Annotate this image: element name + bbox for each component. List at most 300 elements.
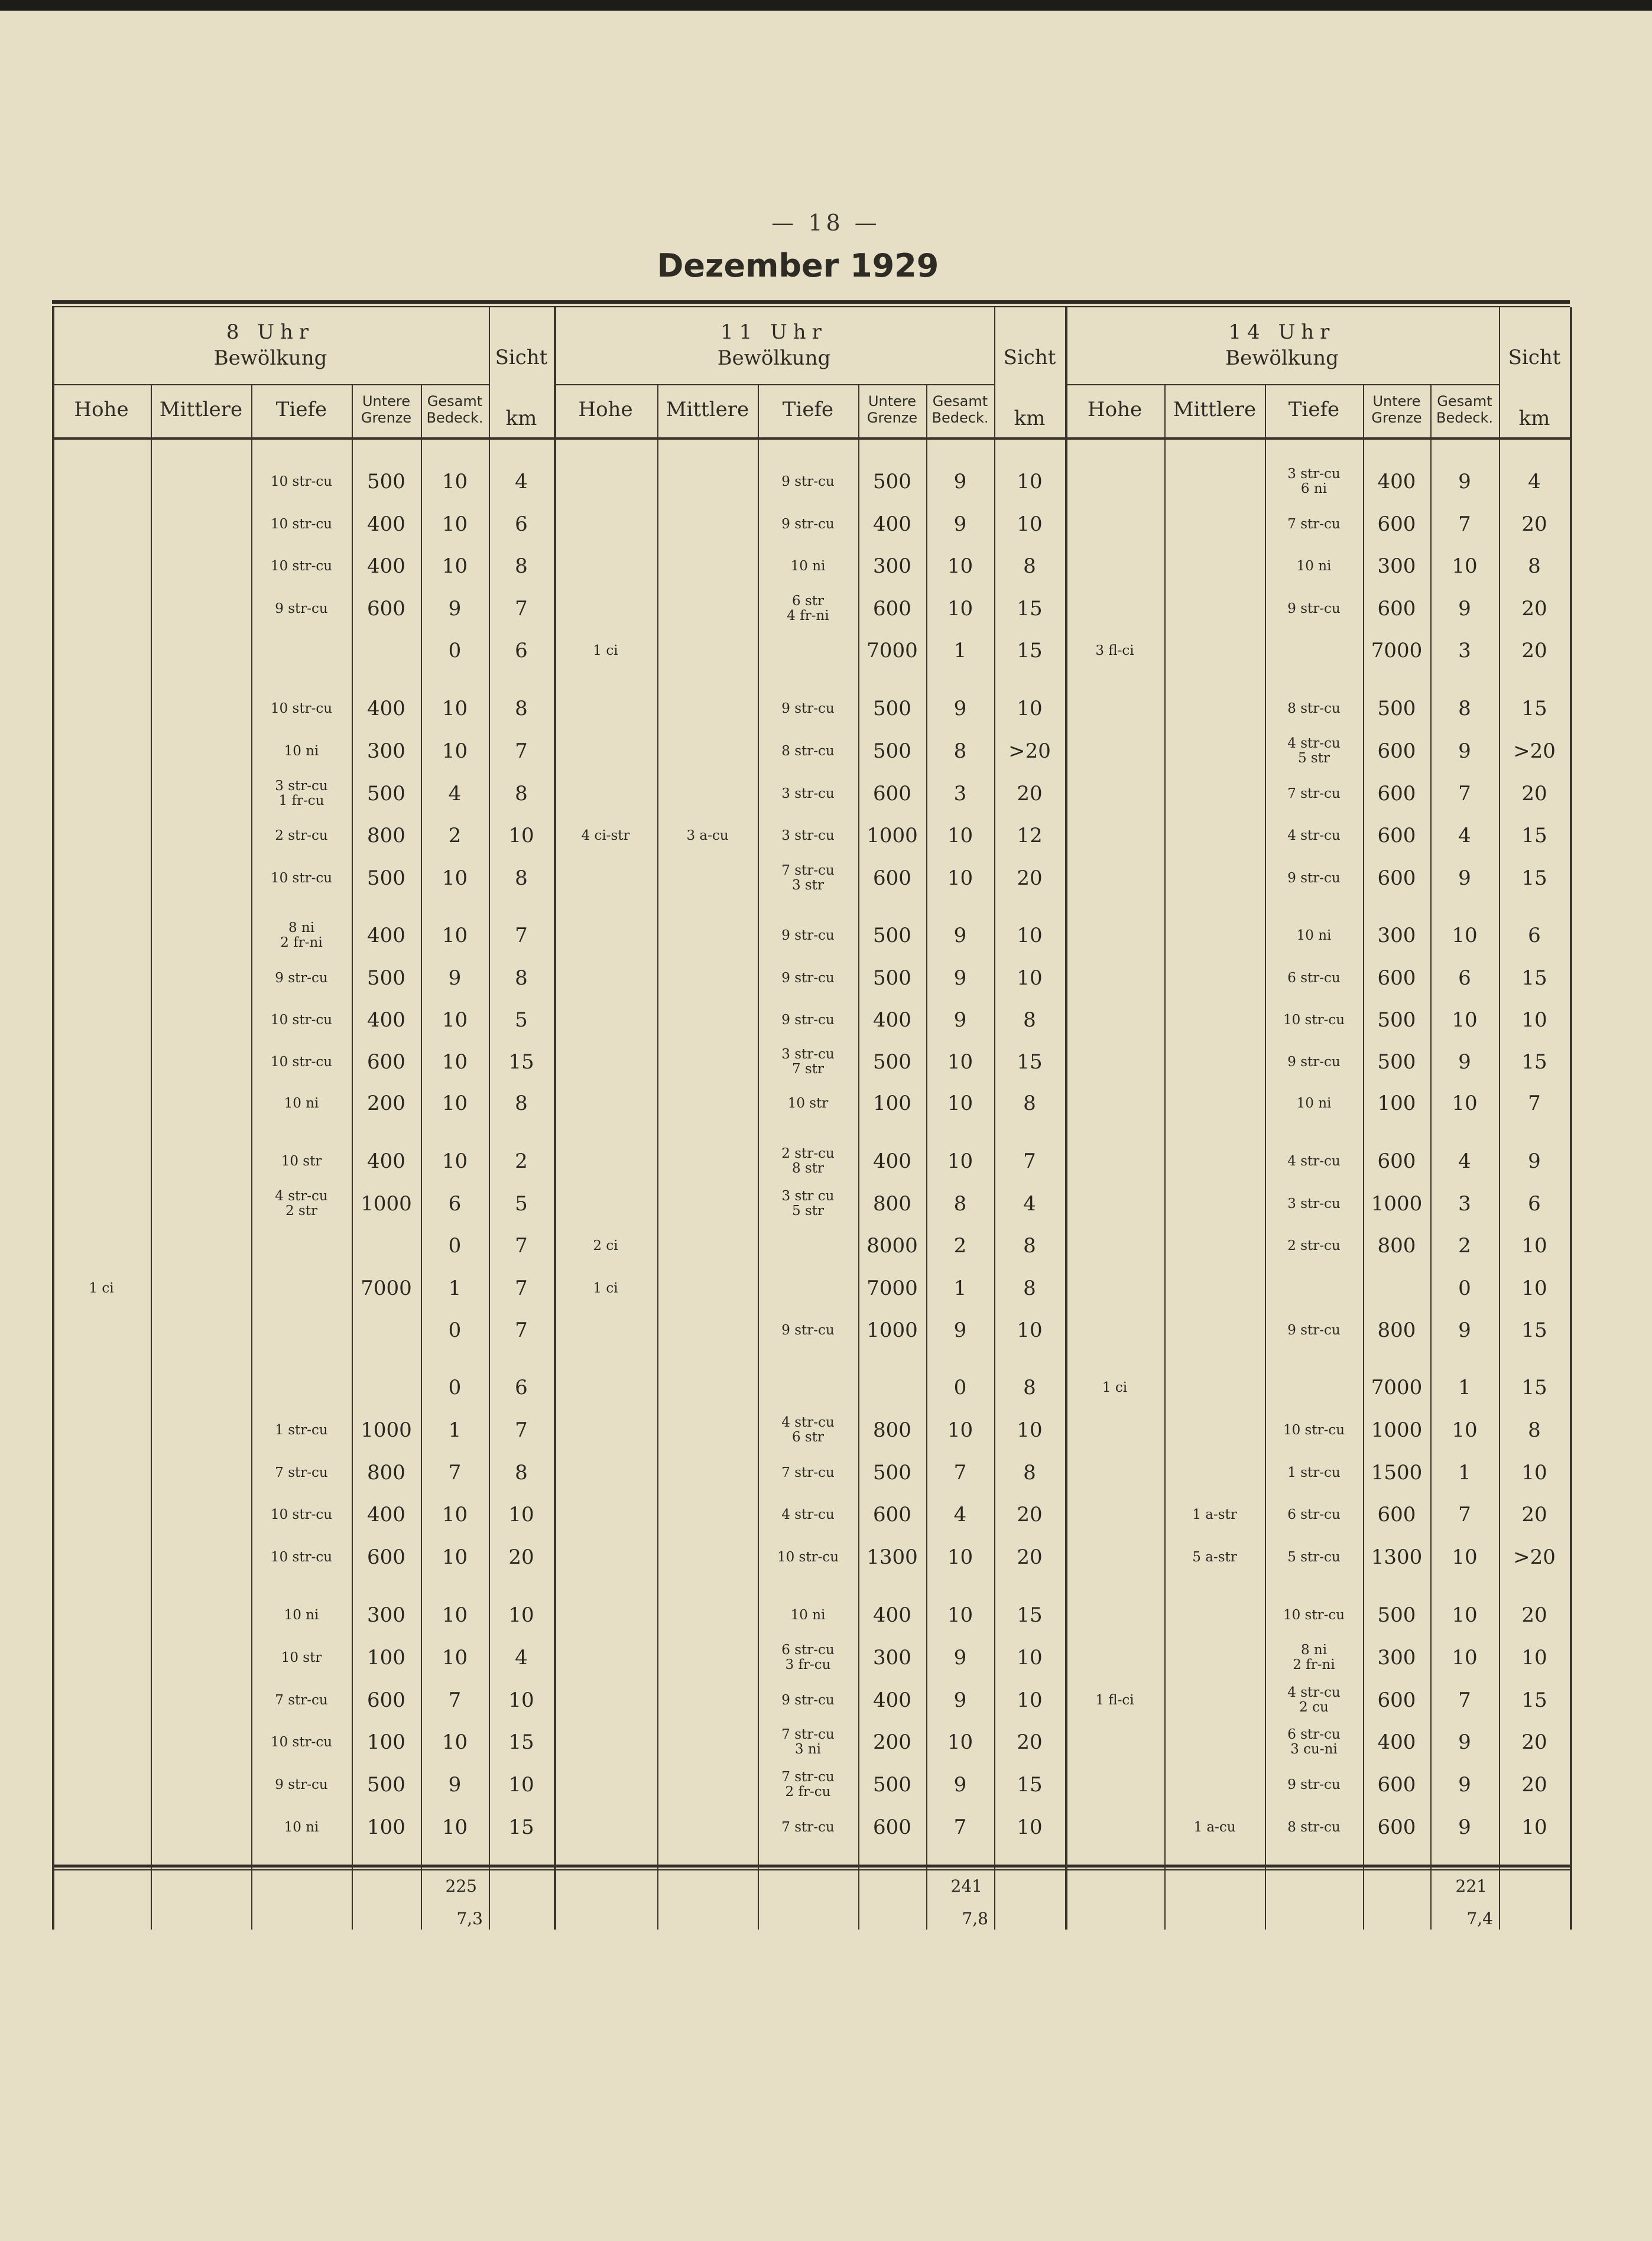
table-cell: 9 [448, 966, 462, 990]
table-cell: 800 [1377, 1318, 1416, 1342]
page-top-edge [0, 0, 1652, 11]
table-cell: >20 [1513, 739, 1556, 763]
table-cell: 1 [1458, 1376, 1471, 1399]
table-cell: 4 [515, 470, 528, 493]
page-title: Dezember 1929 [657, 247, 939, 284]
table-cell: 7 str-cu [781, 1819, 835, 1835]
table-cell: 10 [442, 1730, 468, 1754]
table-cell: 0 [448, 1234, 462, 1258]
table-cell: 8 [515, 1092, 528, 1115]
table-cell: 10 [947, 554, 973, 578]
table-cell: 7 str-cu [1287, 785, 1341, 801]
table-cell: 1 [1458, 1461, 1471, 1485]
table-cell: 300 [873, 1646, 911, 1670]
table-cell: 20 [1017, 782, 1043, 806]
table-cell: 0 [448, 639, 462, 662]
column-header-gesamt-bedeck: Gesamt Bedeck. [932, 392, 989, 426]
table-cell: 20 [1521, 639, 1547, 662]
table-cell: 10 [1521, 1646, 1547, 1670]
table-cell: 500 [873, 1050, 911, 1074]
table-cell: 0 [448, 1376, 462, 1399]
table-cell: 6 str-cu [1287, 1506, 1341, 1522]
table-cell: 2 str-cu [275, 827, 328, 843]
table-cell: 10 [1452, 554, 1478, 578]
table-cell: 8 [953, 1192, 967, 1216]
table-cell: 7 str-cu 2 fr-cu [781, 1769, 835, 1800]
group-header [554, 319, 994, 371]
table-cell: 4 [1458, 1149, 1471, 1173]
table-cell: 4 [1458, 824, 1471, 847]
total-sum: 241 [950, 1876, 982, 1896]
table-cell: 400 [367, 554, 405, 578]
table-cell: 9 [953, 1773, 967, 1797]
table-cell: 10 [508, 824, 534, 847]
table-rule-foot1 [52, 1865, 1570, 1868]
table-cell: 15 [1017, 1050, 1043, 1074]
table-cell: 10 str-cu [1283, 1607, 1345, 1623]
table-cell: 500 [367, 966, 405, 990]
column-header-hohe: Hohe [74, 397, 129, 421]
table-cell: 9 [1458, 739, 1471, 763]
table-cell: 10 str [281, 1649, 322, 1665]
table-cell: 10 [1017, 470, 1043, 493]
table-cell: 5 str-cu [1287, 1549, 1341, 1565]
table-cell: 7 [1458, 782, 1471, 806]
table-cell: 8 [515, 1461, 528, 1485]
table-cell: 20 [1017, 1545, 1043, 1569]
table-cell: 9 str-cu [781, 1692, 835, 1708]
table-cell: 8 [515, 966, 528, 990]
table-cell: 800 [367, 1461, 405, 1485]
table-cell: 600 [873, 866, 911, 890]
table-cell: 500 [873, 739, 911, 763]
table-cell: 10 [1017, 1646, 1043, 1670]
table-cell: 400 [367, 697, 405, 720]
table-cell: 7 [1023, 1149, 1036, 1173]
table-cell: 600 [367, 597, 405, 621]
table-cell: 15 [1521, 697, 1547, 720]
sicht-header: Sicht [1003, 346, 1056, 369]
table-cell: 10 [442, 1603, 468, 1627]
table-cell: 2 [1458, 1234, 1471, 1258]
table-cell: 10 [947, 1730, 973, 1754]
table-cell: 300 [1377, 924, 1416, 947]
table-cell: 7 [515, 1418, 528, 1442]
table-cell: 600 [873, 1503, 911, 1527]
table-cell: 10 [1017, 966, 1043, 990]
table-cell: 8000 [866, 1234, 918, 1258]
table-cell: 400 [873, 1603, 911, 1627]
table-cell: 9 str-cu [781, 1012, 835, 1028]
table-cell: 10 [947, 1050, 973, 1074]
table-cell: 9 [1458, 597, 1471, 621]
table-cell: 500 [1377, 1008, 1416, 1032]
column-divider [1164, 384, 1166, 1930]
table-cell: 600 [873, 1815, 911, 1839]
table-cell: 8 [1528, 1418, 1541, 1442]
table-cell: 400 [367, 1149, 405, 1173]
total-mean: 7,4 [1466, 1909, 1493, 1928]
table-cell: 9 str-cu [781, 700, 835, 716]
hour-label: 8 Uhr [226, 320, 315, 344]
table-cell: 15 [508, 1815, 534, 1839]
table-cell: 8 str-cu [1287, 700, 1341, 716]
table-cell: 500 [873, 1773, 911, 1797]
table-cell: 4 str-cu [781, 1506, 835, 1522]
table-cell: 1 ci [593, 1280, 618, 1296]
table-cell: 15 [1521, 966, 1547, 990]
table-cell: 15 [1521, 1318, 1547, 1342]
column-header-untere-grenze: Untere Grenze [361, 392, 412, 426]
table-cell: 3 a-cu [686, 827, 729, 843]
table-cell: 500 [873, 924, 911, 947]
table-cell: 10 str-cu [270, 1506, 333, 1522]
table-cell: 1 ci [89, 1280, 114, 1296]
table-cell: 2 ci [593, 1238, 618, 1253]
table-cell: 5 a-str [1192, 1549, 1237, 1565]
table-cell: 6 str-cu 3 cu-ni [1287, 1727, 1341, 1757]
table-cell: 400 [873, 512, 911, 536]
table-cell: 2 [515, 1149, 528, 1173]
column-header-km: km [1014, 406, 1046, 430]
table-cell: 8 [1023, 1092, 1036, 1115]
table-cell: 10 [442, 697, 468, 720]
table-cell: 100 [1377, 1092, 1416, 1115]
page-number: — 18 — [771, 210, 881, 236]
column-header-gesamt-bedeck: Gesamt Bedeck. [1436, 392, 1493, 426]
table-cell: 7 [953, 1461, 967, 1485]
table-cell: 10 [1017, 697, 1043, 720]
table-cell: 600 [1377, 1149, 1416, 1173]
table-cell: 10 ni [790, 1607, 826, 1623]
table-cell: 100 [367, 1646, 405, 1670]
table-cell: 1 ci [1102, 1379, 1128, 1395]
table-cell: 7 str-cu [275, 1692, 328, 1708]
table-cell: 500 [1377, 697, 1416, 720]
table-cell: 8 [953, 739, 967, 763]
table-cell: 7000 [361, 1277, 412, 1300]
table-cell: 8 [1023, 554, 1036, 578]
column-divider [657, 384, 658, 1930]
table-cell: 9 str-cu [275, 600, 328, 616]
total-mean: 7,8 [962, 1909, 988, 1928]
table-cell: 3 str cu 5 str [781, 1188, 835, 1219]
table-cell: 500 [1377, 1050, 1416, 1074]
table-cell: 10 [1521, 1008, 1547, 1032]
table-cell: 10 str-cu [270, 870, 333, 886]
table-cell: 10 [947, 1603, 973, 1627]
table-cell: 200 [873, 1730, 911, 1754]
table-cell: 800 [873, 1192, 911, 1216]
table-cell: 400 [367, 1008, 405, 1032]
table-cell: 10 str-cu [777, 1549, 839, 1565]
table-cell: 9 str-cu [781, 516, 835, 532]
table-cell: 600 [873, 597, 911, 621]
table-cell: 15 [1017, 1603, 1043, 1627]
table-cell: 500 [367, 866, 405, 890]
table-cell: 9 [953, 1318, 967, 1342]
table-cell: 9 str-cu [781, 970, 835, 986]
column-header-tiefe: Tiefe [1288, 397, 1340, 421]
table-cell: 10 [1521, 1234, 1547, 1258]
table-cell: 1 [448, 1277, 462, 1300]
table-cell: 8 [1458, 697, 1471, 720]
table-cell: 9 [953, 1688, 967, 1712]
column-header-hohe: Hohe [1087, 397, 1143, 421]
table-cell: 300 [1377, 1646, 1416, 1670]
table-cell: 8 [1023, 1277, 1036, 1300]
table-cell: 10 [947, 1092, 973, 1115]
table-cell: 600 [1377, 1688, 1416, 1712]
table-cell: 6 [515, 639, 528, 662]
table-cell: 500 [1377, 1603, 1416, 1627]
table-cell: 15 [1017, 1773, 1043, 1797]
table-cell: 10 [442, 1149, 468, 1173]
table-cell: 3 str-cu [1287, 1196, 1341, 1212]
table-cell: 400 [367, 924, 405, 947]
table-cell: 7 str-cu 3 ni [781, 1727, 835, 1757]
table-cell: 9 [448, 1773, 462, 1797]
table-cell: 10 str-cu [1283, 1012, 1345, 1028]
table-cell: 10 [442, 554, 468, 578]
table-cell: 1 a-cu [1193, 1819, 1236, 1835]
column-header-tiefe: Tiefe [275, 397, 327, 421]
table-cell: 1000 [1371, 1418, 1423, 1442]
table-cell: 3 str-cu 7 str [781, 1047, 835, 1077]
table-cell: 1300 [866, 1545, 918, 1569]
table-cell: 400 [873, 1688, 911, 1712]
table-cell: 800 [367, 824, 405, 847]
table-cell: 600 [1377, 512, 1416, 536]
table-cell: 20 [1521, 1773, 1547, 1797]
table-cell: 10 [947, 1418, 973, 1442]
total-sum: 225 [445, 1876, 477, 1896]
table-cell: 10 str-cu [270, 1549, 333, 1565]
table-cell: 7 str-cu 3 str [781, 863, 835, 893]
table-cell: 9 [953, 512, 967, 536]
table-cell: 800 [873, 1418, 911, 1442]
table-cell: 8 [1023, 1234, 1036, 1258]
table-cell: 7 [1458, 1688, 1471, 1712]
table-cell: 4 str-cu [1287, 1153, 1341, 1169]
table-cell: 1300 [1371, 1545, 1423, 1569]
table-cell: 20 [1017, 866, 1043, 890]
table-cell: 400 [873, 1149, 911, 1173]
hour-label: 14 Uhr [1228, 320, 1336, 344]
table-cell: 1000 [361, 1418, 412, 1442]
table-cell: 500 [873, 1461, 911, 1485]
table-cell: 600 [367, 1050, 405, 1074]
table-cell: 10 [947, 866, 973, 890]
table-cell: 9 [448, 597, 462, 621]
table-cell: 10 ni [284, 743, 319, 759]
column-divider [151, 384, 152, 1930]
table-cell: 9 [953, 470, 967, 493]
table-cell: 1000 [866, 1318, 918, 1342]
table-cell: 7 [953, 1815, 967, 1839]
table-cell: 500 [367, 1773, 405, 1797]
table-cell: 9 str-cu [781, 927, 835, 943]
table-cell: 600 [367, 1688, 405, 1712]
table-cell: 10 ni [1296, 558, 1332, 574]
table-cell: 8 str-cu [781, 743, 835, 759]
table-cell: 10 [1017, 1688, 1043, 1712]
table-cell: 4 str-cu 5 str [1287, 736, 1341, 766]
table-cell: 800 [1377, 1234, 1416, 1258]
table-cell: 10 [1452, 1603, 1478, 1627]
table-cell: 3 str-cu 1 fr-cu [275, 778, 328, 808]
table-cell: 10 str-cu [270, 558, 333, 574]
table-cell: 5 [515, 1008, 528, 1032]
table-cell: 7 [515, 1234, 528, 1258]
column-header-gesamt-bedeck: Gesamt Bedeck. [426, 392, 483, 426]
table-cell: 600 [1377, 782, 1416, 806]
table-cell: 6 [448, 1192, 462, 1216]
group-header [52, 319, 489, 371]
column-header-mittlere: Mittlere [1173, 397, 1257, 421]
table-cell: 2 str-cu [1287, 1238, 1341, 1253]
table-cell: 8 [1023, 1461, 1036, 1485]
table-cell: 3 str-cu 6 ni [1287, 466, 1341, 496]
table-cell: 10 [1017, 512, 1043, 536]
table-cell: 4 [1528, 470, 1541, 493]
table-cell: 20 [508, 1545, 534, 1569]
table-cell: 10 [442, 1545, 468, 1569]
table-cell: 9 str-cu [275, 970, 328, 986]
table-cell: 3 fl-ci [1095, 642, 1134, 658]
table-cell: 9 [1458, 1773, 1471, 1797]
table-cell: 15 [1521, 1050, 1547, 1074]
table-cell: 10 [442, 1092, 468, 1115]
table-cell: 9 [953, 966, 967, 990]
table-cell: 1 str-cu [1287, 1464, 1341, 1480]
table-cell: 2 [953, 1234, 967, 1258]
table-cell: 3 [1458, 1192, 1471, 1216]
table-cell: 10 [947, 1545, 973, 1569]
table-cell: 10 ni [1296, 927, 1332, 943]
table-cell: 5 [515, 1192, 528, 1216]
table-cell: 8 [515, 782, 528, 806]
table-cell: 20 [1521, 1503, 1547, 1527]
table-cell: 10 [1521, 1815, 1547, 1839]
table-cell: 9 [953, 1646, 967, 1670]
table-cell: 10 [1521, 1461, 1547, 1485]
table-cell: 3 [1458, 639, 1471, 662]
table-cell: 8 ni 2 fr-ni [280, 920, 323, 950]
table-cell: 10 [1521, 1277, 1547, 1300]
table-cell: 400 [1377, 470, 1416, 493]
table-cell: 7 [515, 924, 528, 947]
table-cell: 20 [1521, 597, 1547, 621]
cloud-label: Bewölkung [213, 346, 327, 370]
cloud-label: Bewölkung [717, 346, 831, 370]
table-cell: 9 [1458, 1815, 1471, 1839]
table-cell: 10 [1452, 924, 1478, 947]
table-cell: 10 str [787, 1095, 829, 1111]
table-cell: 1 fl-ci [1095, 1692, 1134, 1708]
table-rule-foot2 [52, 1869, 1570, 1870]
table-cell: 9 str-cu [781, 473, 835, 489]
table-cell: 400 [1377, 1730, 1416, 1754]
table-rule-top1 [52, 300, 1570, 304]
table-cell: 6 [1528, 924, 1541, 947]
table-cell: 6 [515, 512, 528, 536]
column-divider [52, 307, 54, 1930]
table-cell: 20 [1521, 782, 1547, 806]
table-cell: 4 str-cu 2 str [275, 1188, 328, 1219]
table-cell: 3 str-cu [781, 785, 835, 801]
table-cell: 8 [515, 866, 528, 890]
table-cell: 7 [515, 739, 528, 763]
table-cell: 8 [1023, 1008, 1036, 1032]
table-cell: 8 str-cu [1287, 1819, 1341, 1835]
table-cell: 10 [1017, 924, 1043, 947]
table-cell: 400 [873, 1008, 911, 1032]
table-cell: 9 [953, 1008, 967, 1032]
table-cell: 20 [1521, 512, 1547, 536]
table-cell: 9 str-cu [781, 1322, 835, 1338]
table-cell: 3 str-cu [781, 827, 835, 843]
total-mean: 7,3 [456, 1909, 483, 1928]
table-cell: 10 [1452, 1008, 1478, 1032]
table-cell: 300 [367, 739, 405, 763]
table-cell: 20 [1017, 1503, 1043, 1527]
table-rule-head [52, 437, 1570, 440]
table-cell: 10 [442, 470, 468, 493]
table-cell: 1 str-cu [275, 1422, 328, 1438]
table-cell: 9 str-cu [1287, 1776, 1341, 1792]
table-cell: 2 str-cu 8 str [781, 1146, 835, 1176]
table-cell: 10 [1452, 1418, 1478, 1442]
table-cell: 15 [1017, 597, 1043, 621]
table-cell: 10 [442, 739, 468, 763]
table-cell: 1 [448, 1418, 462, 1442]
table-cell: 6 [1458, 966, 1471, 990]
table-cell: 600 [1377, 1815, 1416, 1839]
table-cell: 7 [1458, 1503, 1471, 1527]
table-cell: 10 ni [1296, 1095, 1332, 1111]
table-cell: 20 [1521, 1730, 1547, 1754]
table-cell: 0 [1458, 1277, 1471, 1300]
table-cell: >20 [1008, 739, 1051, 763]
table-cell: 10 [1452, 1092, 1478, 1115]
table-cell: 10 [442, 1815, 468, 1839]
table-cell: 600 [367, 1545, 405, 1569]
column-header-mittlere: Mittlere [666, 397, 749, 421]
table-cell: 300 [367, 1603, 405, 1627]
table-cell: 7 [448, 1688, 462, 1712]
cloud-label: Bewölkung [1225, 346, 1339, 370]
table-cell: 15 [1521, 1688, 1547, 1712]
table-cell: 9 [1528, 1149, 1541, 1173]
table-cell: 0 [448, 1318, 462, 1342]
table-cell: 9 [1458, 1318, 1471, 1342]
group-header [1065, 319, 1499, 371]
table-cell: 10 [1452, 1545, 1478, 1569]
table-cell: 8 [1023, 1376, 1036, 1399]
table-cell: 9 str-cu [1287, 600, 1341, 616]
column-header-untere-grenze: Untere Grenze [1371, 392, 1422, 426]
table-cell: 7000 [1371, 1376, 1423, 1399]
table-cell: 7000 [866, 1277, 918, 1300]
table-cell: 100 [367, 1815, 405, 1839]
table-cell: 2 [448, 824, 462, 847]
table-cell: 20 [1521, 1603, 1547, 1627]
table-cell: 15 [1521, 866, 1547, 890]
table-cell: 10 [1017, 1418, 1043, 1442]
table-cell: 9 str-cu [275, 1776, 328, 1792]
table-cell: 100 [873, 1092, 911, 1115]
